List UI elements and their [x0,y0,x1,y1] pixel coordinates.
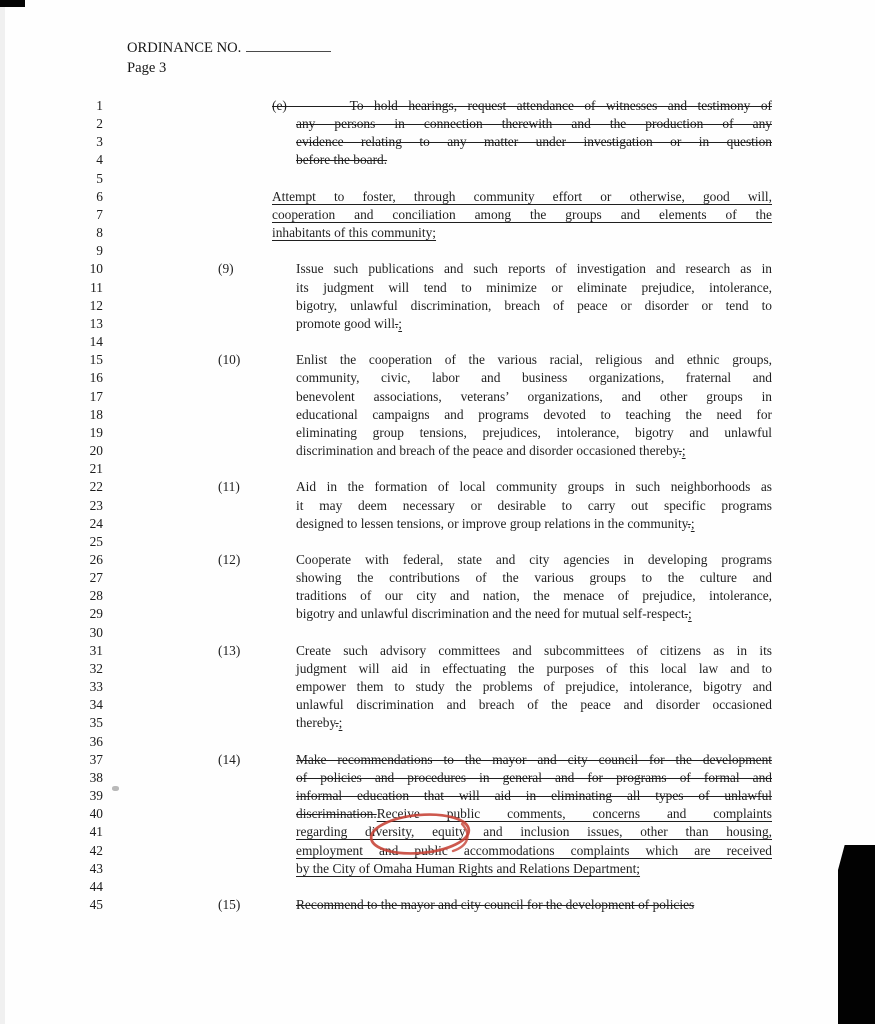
text-line-item-12 [296,569,772,587]
text-segment-plain: its judgment will tend to minimize or eliminate prejudice, intolerance, [296,279,772,295]
scan-artifact-corner [0,0,25,7]
text-segment-ins: regarding diversity, equity and inclusion issues, other than housing, [296,824,772,840]
text-segment-strike: Make recommendations to the mayor and city council for the development [296,751,772,767]
text-segment-ins: cooperation and conciliation among the groups and elements of the [272,206,772,222]
line-number: 31 [89,642,103,658]
text-segment-strike: . [335,715,339,731]
page-number-label: Page 3 [127,60,167,76]
text-line-item-10 [296,424,772,442]
text-segment-plain: eliminating group tensions, prejudices, intolerance, bigotry and unlawful [296,424,772,440]
line-number: 23 [89,497,103,513]
text-line-item-10 [218,351,772,369]
text-line-item-13 [296,696,772,714]
line-number: 19 [89,424,103,440]
text-line-item-14 [296,842,772,860]
line-number: 6 [96,188,103,204]
text-segment-plain: traditions of our city and nation, the menace of prejudice, intolerance, [296,588,772,604]
line-number: 25 [89,533,103,549]
section-number-label: (15) [218,897,241,913]
page-edge-shade [0,0,5,1024]
line-number: 4 [96,152,103,168]
text-line-item-10 [296,442,772,460]
text-line-item-14 [296,805,772,823]
text-segment-plain: Issue such publications and such reports of investigation and research as in [296,261,772,277]
text-segment-strike: any persons in connection therewith and the production of any [296,116,772,132]
line-number: 16 [89,370,103,386]
text-line-item-9 [296,279,772,297]
text-line-item-9 [296,297,772,315]
line-number: 8 [96,225,103,241]
text-segment-plain: designed to lessen tensions, or improve group relations in the community [296,515,688,531]
text-segment-ins: inhabitants of this community; [272,225,437,241]
text-line-item-9 [218,260,772,278]
ordinance-number-blank [246,39,331,52]
line-number: 13 [89,315,103,331]
section-number-label: (13) [218,642,241,658]
section-number-label: (11) [218,479,240,495]
text-line-item-12 [296,605,772,623]
line-number: 27 [89,570,103,586]
text-segment-plain: community, civic, labor and business organizations, fraternal and [296,370,772,386]
text-segment-ins: ; [398,315,403,331]
text-line-item-13 [218,642,772,660]
text-line-sub-item-e [272,97,772,115]
line-number: 30 [89,624,103,640]
text-line-item-10 [296,406,772,424]
line-number: 34 [89,697,103,713]
text-segment-ins: Attempt to foster, through community effort or otherwise, good will, [272,188,772,204]
text-segment-strike: . [678,443,682,459]
text-line-item-13 [296,714,772,732]
line-number: 20 [89,443,103,459]
line-number: 29 [89,606,103,622]
text-segment-plain: bigotry and unlawful discrimination and the need for mutual self-respect [296,606,685,622]
line-number: 40 [89,806,103,822]
text-segment-plain: Aid in the formation of local community groups in such neighborhoods as [296,479,772,495]
text-segment-plain: Create such advisory committees and subcommittees of citizens as in its [296,642,772,658]
text-segment-strike: discrimination. [296,806,377,822]
text-line-item-14 [296,823,772,841]
line-number: 5 [96,170,103,186]
text-line-item-14 [296,860,772,878]
text-segment-ins: by the City of Omaha Human Rights and Relations Department; [296,860,641,876]
text-line-item-10 [296,388,772,406]
line-number: 22 [89,479,103,495]
text-segment-plain: promote good will [296,315,395,331]
text-line-item-14 [218,751,772,769]
text-line-item-11 [296,515,772,533]
text-segment-plain: thereby [296,715,336,731]
text-line-attempt-clause [272,206,772,224]
line-number: 3 [96,134,103,150]
text-line-item-9 [296,315,772,333]
scan-artifact-wedge [838,845,875,1024]
line-number: 1 [96,98,103,113]
text-segment-strike: of policies and procedures in general and for programs of formal and [296,769,772,785]
text-line-sub-item-e [296,115,772,133]
text-segment-strike: informal education that will aid in eliminating all types of unlawful [296,788,772,804]
line-number: 38 [89,769,103,785]
line-number: 41 [89,824,103,840]
text-segment-ins: ; [338,715,343,731]
text-segment-ins: Receive public comments, concerns and complaints [376,806,772,822]
section-number-label: (10) [218,352,241,368]
text-segment-plain: empower them to study the problems of prejudice, intolerance, bigotry and [296,679,772,695]
line-number: 24 [89,515,103,531]
line-number: 9 [96,243,103,259]
line-number: 10 [89,261,103,277]
text-segment-strike: . [394,315,399,331]
text-line-sub-item-e [296,151,772,169]
line-number: 33 [89,679,103,695]
ordinance-number-label: ORDINANCE NO. [127,40,242,56]
text-line-item-13 [296,678,772,696]
line-number: 39 [89,788,103,804]
text-segment-strike: Recommend to the mayor and city council for the development of policies [296,897,695,913]
text-segment-plain: discrimination and breach of the peace and disorder occasioned thereby [296,443,679,459]
text-line-item-14 [296,769,772,787]
text-line-attempt-clause [272,224,772,242]
section-number-label: (9) [218,261,234,277]
line-number: 42 [89,842,103,858]
line-number: 44 [89,878,103,894]
text-segment-strike: before the board. [296,152,388,168]
text-line-attempt-clause [272,188,772,206]
text-line-item-13 [296,660,772,678]
section-number-label: (12) [218,552,241,567]
line-number: 36 [89,733,103,749]
line-number: 18 [89,406,103,422]
line-number: 32 [89,660,103,676]
line-number: 21 [89,461,103,477]
text-line-item-12 [218,551,772,569]
line-number: 7 [96,206,103,222]
page-header [127,38,331,78]
line-number: 45 [89,897,103,913]
line-number: 11 [90,279,103,295]
text-segment-plain: educational campaigns and programs devoted to teaching the need for [296,406,772,422]
text-line-item-11 [218,478,772,496]
line-number: 2 [96,116,103,132]
line-number: 17 [89,388,103,404]
line-number: 26 [89,552,103,567]
text-segment-plain: it may deem necessary or desirable to carry out specific programs [296,497,772,513]
text-line-sub-item-e [296,133,772,151]
text-line-item-14 [296,787,772,805]
text-segment-ins: employment and public accommodations complaints which are received [296,842,772,858]
text-segment-plain: benevolent associations, veterans’ organizations, and other groups in [296,388,772,404]
text-line-item-15 [218,896,772,914]
line-number: 43 [89,860,103,876]
text-segment-strike: (e) To hold hearings, request attendance of witnesses and testimony of [272,98,772,113]
line-number: 12 [89,297,103,313]
text-line-item-11 [296,497,772,515]
text-segment-plain: Enlist the cooperation of the various racial, religious and ethnic groups, [296,352,772,368]
scan-artifact-speck [112,786,119,791]
text-segment-plain: Cooperate with federal, state and city agencies in developing programs [296,552,772,567]
line-number: 15 [89,352,103,368]
text-segment-plain: bigotry, unlawful discrimination, breach of peace or disorder or tend to [296,297,772,313]
text-line-item-10 [296,369,772,387]
line-number: 37 [89,751,103,767]
text-segment-ins: ; [690,515,695,531]
text-segment-strike: . [687,515,691,531]
section-number-label: (14) [218,751,241,767]
text-segment-strike: evidence relating to any matter under investigation or in question [296,134,772,150]
line-number: 28 [89,588,103,604]
text-segment-plain: unlawful discrimination and breach of the peace and disorder occasioned [296,697,772,713]
line-number: 14 [89,334,103,350]
text-segment-plain: showing the contributions of the various groups to the culture and [296,570,772,586]
text-segment-plain: judgment will aid in effectuating the purposes of this local law and to [296,660,772,676]
text-segment-ins: ; [681,443,686,459]
line-number: 35 [89,715,103,731]
text-segment-ins: ; [687,606,692,622]
text-segment-strike: . [684,606,688,622]
text-line-item-12 [296,587,772,605]
